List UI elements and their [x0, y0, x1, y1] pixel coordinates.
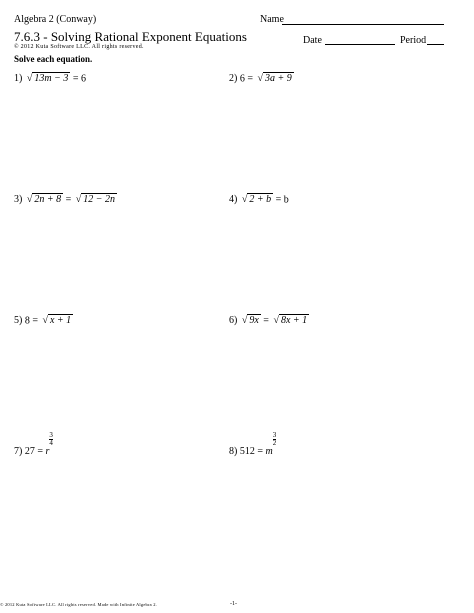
- problem-1: [14, 70, 86, 88]
- radicand: 8x + 1: [280, 315, 308, 327]
- problem-number: 5): [14, 315, 23, 327]
- radical: √ 9x: [241, 315, 259, 327]
- problem-4: [229, 191, 289, 209]
- problem-number: 1): [14, 73, 23, 85]
- problem-number: 8): [229, 446, 238, 457]
- base-variable: r: [45, 446, 50, 457]
- problem-number: 6): [229, 315, 238, 327]
- problem-5: [14, 312, 73, 330]
- radicand: 9x: [249, 315, 259, 327]
- problem-8: [229, 431, 277, 459]
- base-variable: m: [265, 446, 273, 457]
- rational-exponent: [49, 432, 53, 447]
- radical: √ 13m − 3: [26, 73, 69, 85]
- copyright-notice: © 2012 Kuta Software LLC. All rights reserved.: [14, 44, 144, 50]
- problem-7: [14, 431, 53, 459]
- problem-number: 4): [229, 194, 238, 206]
- exponent-denominator: 4: [49, 439, 53, 447]
- problem-6: [229, 312, 309, 330]
- problem-2: [229, 70, 294, 88]
- radical: √ 2 + b: [241, 194, 272, 206]
- equation-right: = 6: [70, 73, 86, 85]
- problem-number: 3): [14, 194, 23, 206]
- radical: √ 8x + 1: [273, 315, 308, 327]
- equation-left: 512 =: [239, 446, 266, 457]
- radicand: 2n + 8: [34, 194, 62, 206]
- radical: √ 12 − 2n: [75, 194, 115, 206]
- name-blank-line[interactable]: [282, 24, 444, 25]
- equation-left: 8 =: [24, 315, 41, 327]
- radical: √ 3a + 9: [257, 73, 292, 85]
- period-label: Period: [400, 35, 427, 46]
- rational-exponent: [273, 432, 277, 447]
- equals-sign: =: [63, 194, 74, 206]
- radicand: 3a + 9: [264, 73, 292, 85]
- radical: √ x + 1: [42, 315, 72, 327]
- date-blank-line[interactable]: [325, 44, 395, 45]
- date-label: Date: [303, 35, 322, 46]
- radicand: 2 + b: [249, 194, 272, 206]
- equation-right: = b: [273, 194, 289, 206]
- instructions: Solve each equation.: [14, 54, 93, 64]
- worksheet-title: 7.6.3 - Solving Rational Exponent Equations: [14, 29, 247, 44]
- radicand: x + 1: [49, 315, 72, 327]
- radical: √ 2n + 8: [26, 194, 62, 206]
- equation-left: 6 =: [239, 73, 256, 85]
- problem-3: [14, 191, 117, 209]
- equation-left: 27 =: [24, 446, 46, 457]
- exponent-numerator: 3: [272, 431, 277, 439]
- course-name: Algebra 2 (Conway): [14, 14, 97, 25]
- problem-number: 2): [229, 73, 238, 85]
- period-blank-line[interactable]: [427, 44, 444, 45]
- equals-sign: =: [260, 315, 272, 327]
- exponent-numerator: 3: [49, 431, 53, 439]
- problem-number: 7): [14, 446, 23, 457]
- name-label: Name: [260, 14, 284, 25]
- exponent-denominator: 2: [272, 439, 277, 447]
- footer-copyright: © 2012 Kuta Software LLC. All rights reserved. Made with Infinite Algebra 2.: [0, 602, 157, 607]
- page-number: -1-: [230, 601, 237, 607]
- radicand: 12 − 2n: [83, 194, 115, 206]
- radicand: 13m − 3: [34, 73, 69, 85]
